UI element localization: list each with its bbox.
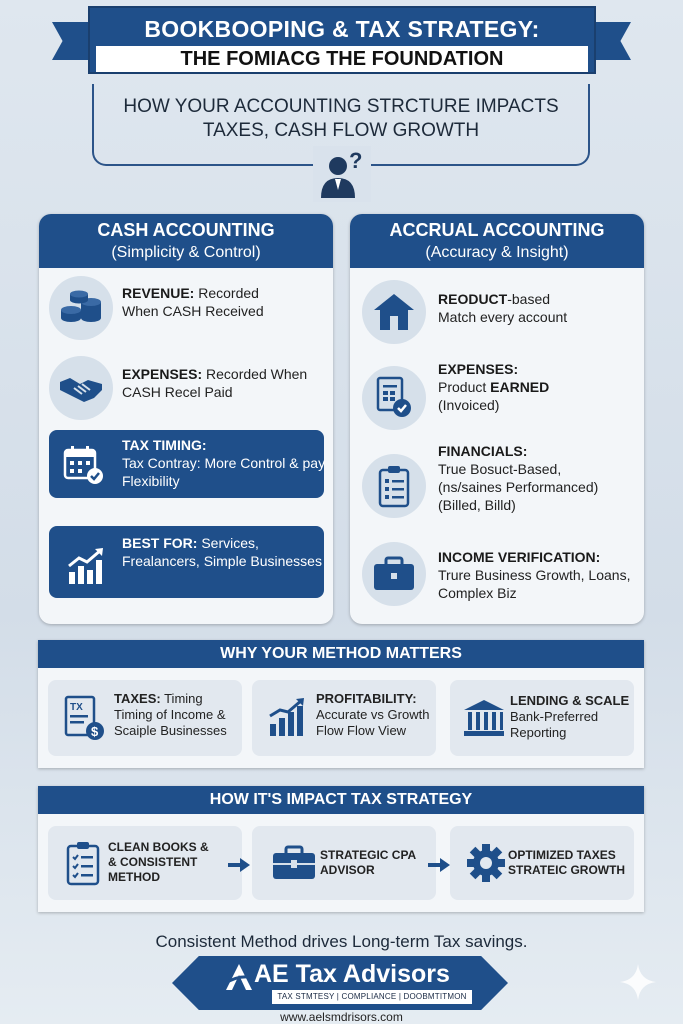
impact-optimized-panel bbox=[450, 826, 634, 900]
accrual-subtitle: (Accuracy & Insight) bbox=[425, 244, 569, 261]
accrual-item-text: True Bosuct-Based, bbox=[438, 461, 562, 477]
why-item-text: Timing of Income & bbox=[114, 707, 226, 722]
accrual-item-text: (Billed, Billd) bbox=[438, 497, 516, 513]
cash-item-label: BEST FOR: bbox=[122, 535, 198, 551]
cash-item-text: Recorded When bbox=[202, 366, 308, 382]
accrual-item-text: Complex Biz bbox=[438, 585, 517, 601]
clipboard-icon bbox=[362, 454, 426, 518]
person-question-icon bbox=[313, 146, 371, 202]
bank-icon bbox=[456, 690, 512, 746]
accrual-item-text: Product bbox=[438, 379, 491, 395]
why-method-matters-section bbox=[38, 640, 644, 768]
cash-item-text: When CASH Received bbox=[122, 303, 264, 319]
cash-revenue-item bbox=[122, 284, 264, 320]
briefcase-icon bbox=[266, 835, 322, 891]
impact-cpa-panel bbox=[252, 826, 436, 900]
accrual-financials-item bbox=[438, 442, 598, 514]
footer-tagline: Consistent Method drives Long-term Tax savings. bbox=[155, 932, 528, 951]
page-title-line2: THE FOMIACG THE FOUNDATION bbox=[96, 46, 588, 72]
coins-icon bbox=[49, 276, 113, 340]
why-item-text: Bank-Preferred bbox=[510, 709, 599, 724]
accrual-product-item bbox=[438, 290, 567, 326]
accrual-item-label: EXPENSES: bbox=[438, 361, 519, 377]
accrual-item-label: FINANCIALS: bbox=[438, 443, 528, 459]
accrual-title: ACCRUAL ACCOUNTING bbox=[389, 220, 605, 240]
cash-item-text: Recorded bbox=[194, 285, 259, 301]
accrual-item-text: (ns/saines Performanced) bbox=[438, 479, 599, 495]
cash-accounting-card bbox=[39, 214, 333, 624]
accrual-item-label: REODUCT bbox=[438, 291, 508, 307]
impact-item-text: OPTIMIZED TAXES bbox=[508, 848, 616, 862]
subtitle-line1: HOW YOUR ACCOUNTING STRCTURE IMPACTS bbox=[123, 96, 559, 117]
why-profitability-panel bbox=[252, 680, 436, 756]
gear-icon bbox=[458, 835, 514, 891]
why-lending-text bbox=[510, 693, 629, 741]
impact-tax-strategy-section bbox=[38, 786, 644, 912]
sparkle-icon bbox=[618, 962, 658, 1002]
accrual-item-text: -based bbox=[507, 291, 551, 307]
cash-item-text: Frealancers, Simple Businesses bbox=[122, 553, 322, 569]
why-item-label: TAXES: bbox=[114, 691, 161, 706]
impact-section-title: HOW IT'S IMPACT TAX STRATEGY bbox=[38, 786, 644, 814]
why-taxes-text bbox=[114, 691, 227, 739]
why-item-text: Accurate vs Growth bbox=[316, 707, 430, 722]
cash-item-text: Services, bbox=[197, 535, 259, 551]
cash-best-for-item bbox=[122, 534, 322, 570]
why-lending-panel bbox=[450, 680, 634, 756]
impact-clean-books-text bbox=[108, 840, 209, 885]
impact-item-text: & CONSISTENT bbox=[108, 855, 198, 869]
checklist-icon bbox=[56, 835, 112, 891]
calendar-check-icon bbox=[55, 436, 111, 492]
cash-accounting-header bbox=[39, 214, 333, 268]
accrual-accounting-header bbox=[350, 214, 644, 268]
page-subtitle bbox=[92, 95, 590, 143]
invoice-check-icon bbox=[362, 366, 426, 430]
why-item-label: PROFITABILITY: bbox=[316, 691, 417, 706]
handshake-icon bbox=[49, 356, 113, 420]
subtitle-line2: TAXES, CASH FLOW GROWTH bbox=[202, 120, 480, 141]
impact-optimized-text bbox=[508, 848, 625, 878]
cash-expenses-item bbox=[122, 365, 307, 401]
accrual-item-text: Match every account bbox=[438, 309, 568, 325]
cash-item-label: REVENUE: bbox=[122, 285, 195, 301]
arrow-right-icon bbox=[428, 858, 450, 872]
house-icon bbox=[362, 280, 426, 344]
cash-title: CASH ACCOUNTING bbox=[97, 220, 275, 240]
growth-chart-icon bbox=[59, 538, 115, 594]
cash-item-text: CASH Recel Paid bbox=[122, 384, 233, 400]
impact-item-text: CLEAN BOOKS & bbox=[108, 840, 209, 854]
cash-tax-timing-item bbox=[122, 436, 325, 490]
why-item-text: Flow Flow View bbox=[316, 723, 407, 738]
accrual-expenses-item bbox=[438, 360, 549, 414]
cash-subtitle: (Simplicity & Control) bbox=[111, 244, 261, 261]
why-section-title: WHY YOUR METHOD MATTERS bbox=[38, 640, 644, 668]
bar-growth-icon bbox=[260, 690, 316, 746]
website-link[interactable]: www.aelsmdrisors.com bbox=[280, 1010, 403, 1024]
accrual-item-text: (Invoiced) bbox=[438, 397, 500, 413]
impact-item-text: STRATEIC GROWTH bbox=[508, 863, 626, 877]
tax-document-icon bbox=[56, 690, 112, 746]
cash-item-text: Flexibility bbox=[122, 473, 180, 489]
arrow-right-icon bbox=[228, 858, 250, 872]
title-banner bbox=[88, 6, 596, 74]
why-item-text: Scaiple Businesses bbox=[114, 723, 227, 738]
impact-item-text: STRATEGIC CPA bbox=[320, 848, 417, 862]
page-title: BOOKBOOPING & TAX STRATEGY: bbox=[144, 16, 540, 42]
impact-item-text: ADVISOR bbox=[320, 863, 375, 877]
svg-text:$: $ bbox=[91, 724, 99, 739]
why-item-label: LENDING & SCALE bbox=[510, 693, 630, 708]
accrual-item-label: INCOME VERIFICATION: bbox=[438, 549, 601, 565]
why-item-text: Timing bbox=[160, 691, 203, 706]
impact-item-text: METHOD bbox=[108, 870, 160, 884]
impact-cpa-text bbox=[320, 848, 416, 878]
impact-clean-books-panel bbox=[48, 826, 242, 900]
svg-text:TX: TX bbox=[70, 702, 83, 713]
logo-subline: TAX STMTESY | COMPLIANCE | DOOBMTITMON bbox=[277, 992, 467, 1001]
why-profitability-text bbox=[316, 691, 429, 739]
accrual-item-text: Trure Business Growth, Loans, bbox=[438, 567, 631, 583]
svg-text:?: ? bbox=[349, 148, 363, 173]
briefcase-icon bbox=[362, 542, 426, 606]
accrual-income-item bbox=[438, 548, 630, 602]
cash-item-text: Tax Contray: More Control & pay bbox=[122, 455, 326, 471]
why-item-text: Reporting bbox=[510, 725, 567, 740]
accrual-item-emphasis: EARNED bbox=[490, 379, 550, 395]
cash-item-label: EXPENSES: bbox=[122, 366, 203, 382]
logo-name: AE Tax Advisors bbox=[254, 960, 450, 988]
logo-mark-icon bbox=[224, 962, 254, 992]
accrual-accounting-card bbox=[350, 214, 644, 624]
why-taxes-panel bbox=[48, 680, 242, 756]
cash-item-label: TAX TIMING: bbox=[122, 437, 207, 453]
